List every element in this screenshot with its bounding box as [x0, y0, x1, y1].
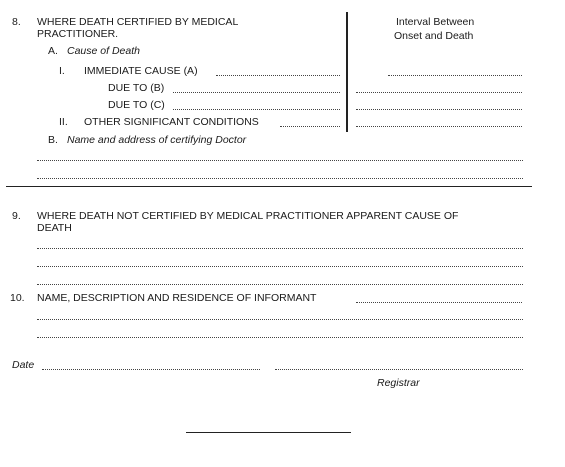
date-label: Date — [12, 359, 35, 371]
certifying-doctor-field-line2[interactable] — [37, 178, 523, 179]
interval-heading-line1: Interval Between — [396, 16, 475, 28]
other-conditions-field[interactable] — [280, 126, 340, 127]
cause-of-death-label: Cause of Death — [67, 45, 140, 57]
section-8-number: 8. — [12, 16, 21, 28]
section-divider — [6, 186, 532, 187]
certifying-doctor-field-line1[interactable] — [37, 160, 523, 161]
section-10-heading: NAME, DESCRIPTION AND RESIDENCE OF INFORMANT — [37, 292, 317, 304]
informant-field-line3[interactable] — [37, 337, 523, 338]
bottom-rule — [186, 432, 351, 433]
due-to-c-field[interactable] — [173, 109, 340, 110]
interval-a-field[interactable] — [388, 75, 522, 76]
informant-field-line2[interactable] — [37, 319, 523, 320]
other-conditions-label: OTHER SIGNIFICANT CONDITIONS — [84, 116, 259, 128]
due-to-b-field[interactable] — [173, 92, 340, 93]
apparent-cause-field-line2[interactable] — [37, 266, 523, 267]
section-8-heading-line2: PRACTITIONER. — [37, 28, 119, 40]
section-9-number: 9. — [12, 210, 21, 222]
immediate-cause-label: IMMEDIATE CAUSE (A) — [84, 65, 198, 77]
roman-ii-label: II. — [59, 116, 68, 128]
informant-field-line1[interactable] — [356, 302, 522, 303]
section-9-heading-line1: WHERE DEATH NOT CERTIFIED BY MEDICAL PRACTITIONER APPARENT CAUSE OF — [37, 210, 459, 222]
immediate-cause-field[interactable] — [216, 75, 340, 76]
apparent-cause-field-line3[interactable] — [37, 284, 523, 285]
section-9-heading-line2: DEATH — [37, 222, 72, 234]
date-field[interactable] — [42, 369, 260, 370]
interval-other-field[interactable] — [356, 126, 522, 127]
roman-i-label: I. — [59, 65, 65, 77]
interval-c-field[interactable] — [356, 109, 522, 110]
due-to-b-label: DUE TO (B) — [108, 82, 165, 94]
column-divider — [346, 12, 348, 132]
section-10-number: 10. — [10, 292, 25, 304]
interval-heading-line2: Onset and Death — [394, 30, 474, 42]
section-8-heading-line1: WHERE DEATH CERTIFIED BY MEDICAL — [37, 16, 239, 28]
part-b-label: B. — [48, 134, 58, 146]
registrar-signature-field[interactable] — [275, 369, 523, 370]
interval-b-field[interactable] — [356, 92, 522, 93]
part-a-label: A. — [48, 45, 58, 57]
due-to-c-label: DUE TO (C) — [108, 99, 165, 111]
registrar-label: Registrar — [377, 377, 420, 389]
certifying-doctor-label: Name and address of certifying Doctor — [67, 134, 247, 146]
apparent-cause-field-line1[interactable] — [37, 248, 523, 249]
